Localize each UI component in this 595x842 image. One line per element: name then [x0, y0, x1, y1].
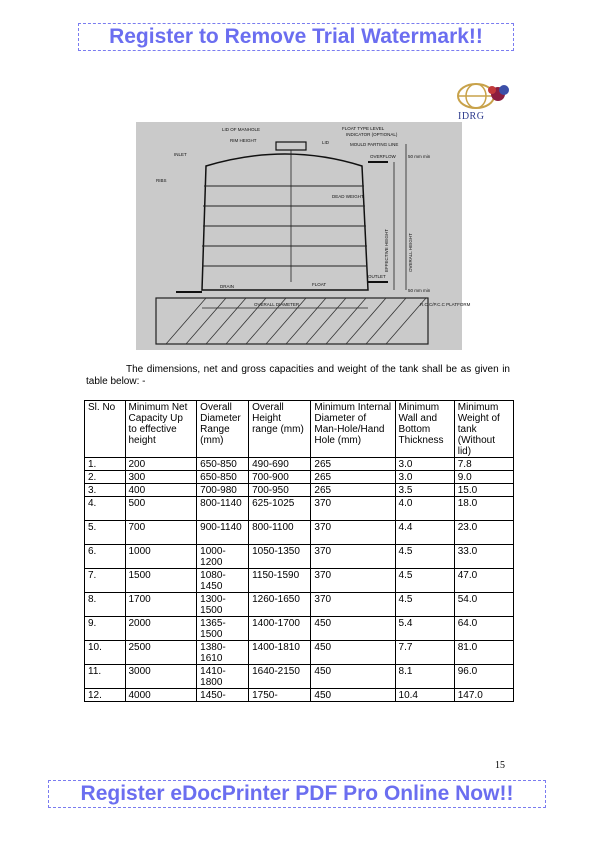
cell-height: 1260-1650 [249, 593, 311, 617]
header-height: Overall Height range (mm) [249, 401, 311, 458]
trial-watermark-top: Register to Remove Trial Watermark!! [78, 23, 514, 51]
table-row [85, 593, 514, 617]
cell-thickness: 4.5 [395, 593, 454, 617]
cell-manhole: 265 [311, 484, 395, 497]
cell-sl-no: 2. [85, 471, 126, 484]
cell-sl-no: 4. [85, 497, 126, 521]
cell-height: 1640-2150 [249, 665, 311, 689]
cell-height: 800-1100 [249, 521, 311, 545]
table-header-row [85, 401, 514, 458]
label-rcc-platform: R.C.C/P.C.C PLATFORM [420, 302, 471, 307]
label-lid: LID [322, 140, 330, 145]
cell-capacity: 200 [125, 458, 197, 471]
cell-sl-no: 12. [85, 689, 126, 702]
cell-weight: 18.0 [454, 497, 513, 521]
cell-capacity: 400 [125, 484, 197, 497]
table-row [85, 641, 514, 665]
cell-height: 700-900 [249, 471, 311, 484]
cell-height: 1750- [249, 689, 311, 702]
cell-diameter: 1080-1450 [197, 569, 249, 593]
intro-text: The dimensions, net and gross capacities and weight of the tank shall be as given in table below: - [86, 364, 510, 387]
cell-sl-no: 10. [85, 641, 126, 665]
cell-capacity: 2000 [125, 617, 197, 641]
cell-diameter: 1410-1800 [197, 665, 249, 689]
label-rim-height: RIM HEIGHT [230, 138, 257, 143]
cell-capacity: 500 [125, 497, 197, 521]
cell-diameter: 650-850 [197, 471, 249, 484]
label-overflow: OVERFLOW [370, 154, 396, 159]
cell-diameter: 800-1140 [197, 497, 249, 521]
cell-height: 1050-1350 [249, 545, 311, 569]
cell-capacity: 3000 [125, 665, 197, 689]
label-inlet: INLET [174, 152, 187, 157]
cell-sl-no: 6. [85, 545, 126, 569]
table-row [85, 689, 514, 702]
cell-height: 1400-1700 [249, 617, 311, 641]
cell-diameter: 1450- [197, 689, 249, 702]
header-thickness: Minimum Wall and Bottom Thickness [395, 401, 454, 458]
table-row [85, 497, 514, 521]
cell-diameter: 1365-1500 [197, 617, 249, 641]
cell-capacity: 300 [125, 471, 197, 484]
label-effective-height: EFFECTIVE HEIGHT [384, 228, 389, 272]
cell-manhole: 370 [311, 593, 395, 617]
cell-diameter: 650-850 [197, 458, 249, 471]
cell-manhole: 265 [311, 458, 395, 471]
cell-sl-no: 5. [85, 521, 126, 545]
cell-capacity: 1500 [125, 569, 197, 593]
table-row [85, 521, 514, 545]
header-capacity: Minimum Net Capacity Up to effective height [125, 401, 197, 458]
label-overall-diameter: OVERALL DIAMETER [254, 302, 300, 307]
header-manhole: Minimum Internal Diameter of Man-Hole/Hand Hole (mm) [311, 401, 395, 458]
label-mould-parting-line: MOULD PARTING LINE [350, 142, 399, 147]
cell-thickness: 8.1 [395, 665, 454, 689]
header-weight: Minimum Weight of tank (Without lid) [454, 401, 513, 458]
cell-thickness: 10.4 [395, 689, 454, 702]
intro-paragraph [86, 364, 510, 388]
cell-capacity: 2500 [125, 641, 197, 665]
table-row [85, 458, 514, 471]
cell-manhole: 450 [311, 665, 395, 689]
label-float: FLOAT [312, 282, 327, 287]
cell-diameter: 900-1140 [197, 521, 249, 545]
cell-sl-no: 1. [85, 458, 126, 471]
tank-spec-table [84, 400, 514, 702]
cell-thickness: 4.5 [395, 545, 454, 569]
cell-weight: 96.0 [454, 665, 513, 689]
cell-capacity: 1700 [125, 593, 197, 617]
cell-thickness: 4.0 [395, 497, 454, 521]
table-row [85, 617, 514, 641]
cell-weight: 15.0 [454, 484, 513, 497]
table-row [85, 484, 514, 497]
cell-diameter: 1000-1200 [197, 545, 249, 569]
cell-thickness: 3.5 [395, 484, 454, 497]
label-drain: DRAIN [220, 284, 235, 289]
header-sl-no: Sl. No [85, 401, 126, 458]
cell-sl-no: 8. [85, 593, 126, 617]
cell-sl-no: 3. [85, 484, 126, 497]
label-overflow-dim: 50 mm min [408, 154, 431, 159]
cell-thickness: 7.7 [395, 641, 454, 665]
label-overall-height: OVERALL HEIGHT [408, 233, 413, 272]
logo-text: IDRG [458, 111, 485, 122]
cell-diameter: 700-980 [197, 484, 249, 497]
cell-weight: 9.0 [454, 471, 513, 484]
tank-diagram [136, 122, 471, 350]
cell-manhole: 450 [311, 617, 395, 641]
cell-height: 1400-1810 [249, 641, 311, 665]
cell-weight: 54.0 [454, 593, 513, 617]
cell-thickness: 3.0 [395, 458, 454, 471]
label-lid-of-manhole: LID OF MANHOLE [222, 127, 261, 132]
cell-manhole: 450 [311, 641, 395, 665]
cell-sl-no: 11. [85, 665, 126, 689]
label-outlet: OUTLET [368, 274, 386, 279]
table-row [85, 471, 514, 484]
page-number: 15 [495, 760, 505, 771]
cell-weight: 7.8 [454, 458, 513, 471]
table-row [85, 569, 514, 593]
cell-capacity: 1000 [125, 545, 197, 569]
label-float-type-level: FLOAT TYPE LEVEL [342, 126, 385, 131]
header-diameter: Overall Diameter Range (mm) [197, 401, 249, 458]
label-indicator: INDICATOR (OPTIONAL) [346, 132, 398, 137]
cell-capacity: 700 [125, 521, 197, 545]
cell-height: 700-950 [249, 484, 311, 497]
cell-manhole: 450 [311, 689, 395, 702]
cell-weight: 23.0 [454, 521, 513, 545]
trial-watermark-bottom: Register eDocPrinter PDF Pro Online Now!! [48, 780, 546, 808]
cell-weight: 47.0 [454, 569, 513, 593]
cell-sl-no: 7. [85, 569, 126, 593]
label-outlet-dim: 50 mm min [408, 288, 431, 293]
label-ribs: RIBS [156, 178, 167, 183]
table-row [85, 665, 514, 689]
cell-thickness: 4.4 [395, 521, 454, 545]
cell-manhole: 265 [311, 471, 395, 484]
cell-height: 1150-1590 [249, 569, 311, 593]
table-row [85, 545, 514, 569]
cell-weight: 81.0 [454, 641, 513, 665]
cell-thickness: 4.5 [395, 569, 454, 593]
cell-diameter: 1300-1500 [197, 593, 249, 617]
label-dead-weight: DEAD WEIGHT [332, 194, 364, 199]
cell-manhole: 370 [311, 545, 395, 569]
cell-sl-no: 9. [85, 617, 126, 641]
cell-weight: 33.0 [454, 545, 513, 569]
cell-height: 625-1025 [249, 497, 311, 521]
cell-thickness: 5.4 [395, 617, 454, 641]
cell-manhole: 370 [311, 497, 395, 521]
cell-weight: 64.0 [454, 617, 513, 641]
cell-diameter: 1380-1610 [197, 641, 249, 665]
cell-manhole: 370 [311, 569, 395, 593]
cell-height: 490-690 [249, 458, 311, 471]
cell-weight: 147.0 [454, 689, 513, 702]
cell-manhole: 370 [311, 521, 395, 545]
cell-capacity: 4000 [125, 689, 197, 702]
cell-thickness: 3.0 [395, 471, 454, 484]
